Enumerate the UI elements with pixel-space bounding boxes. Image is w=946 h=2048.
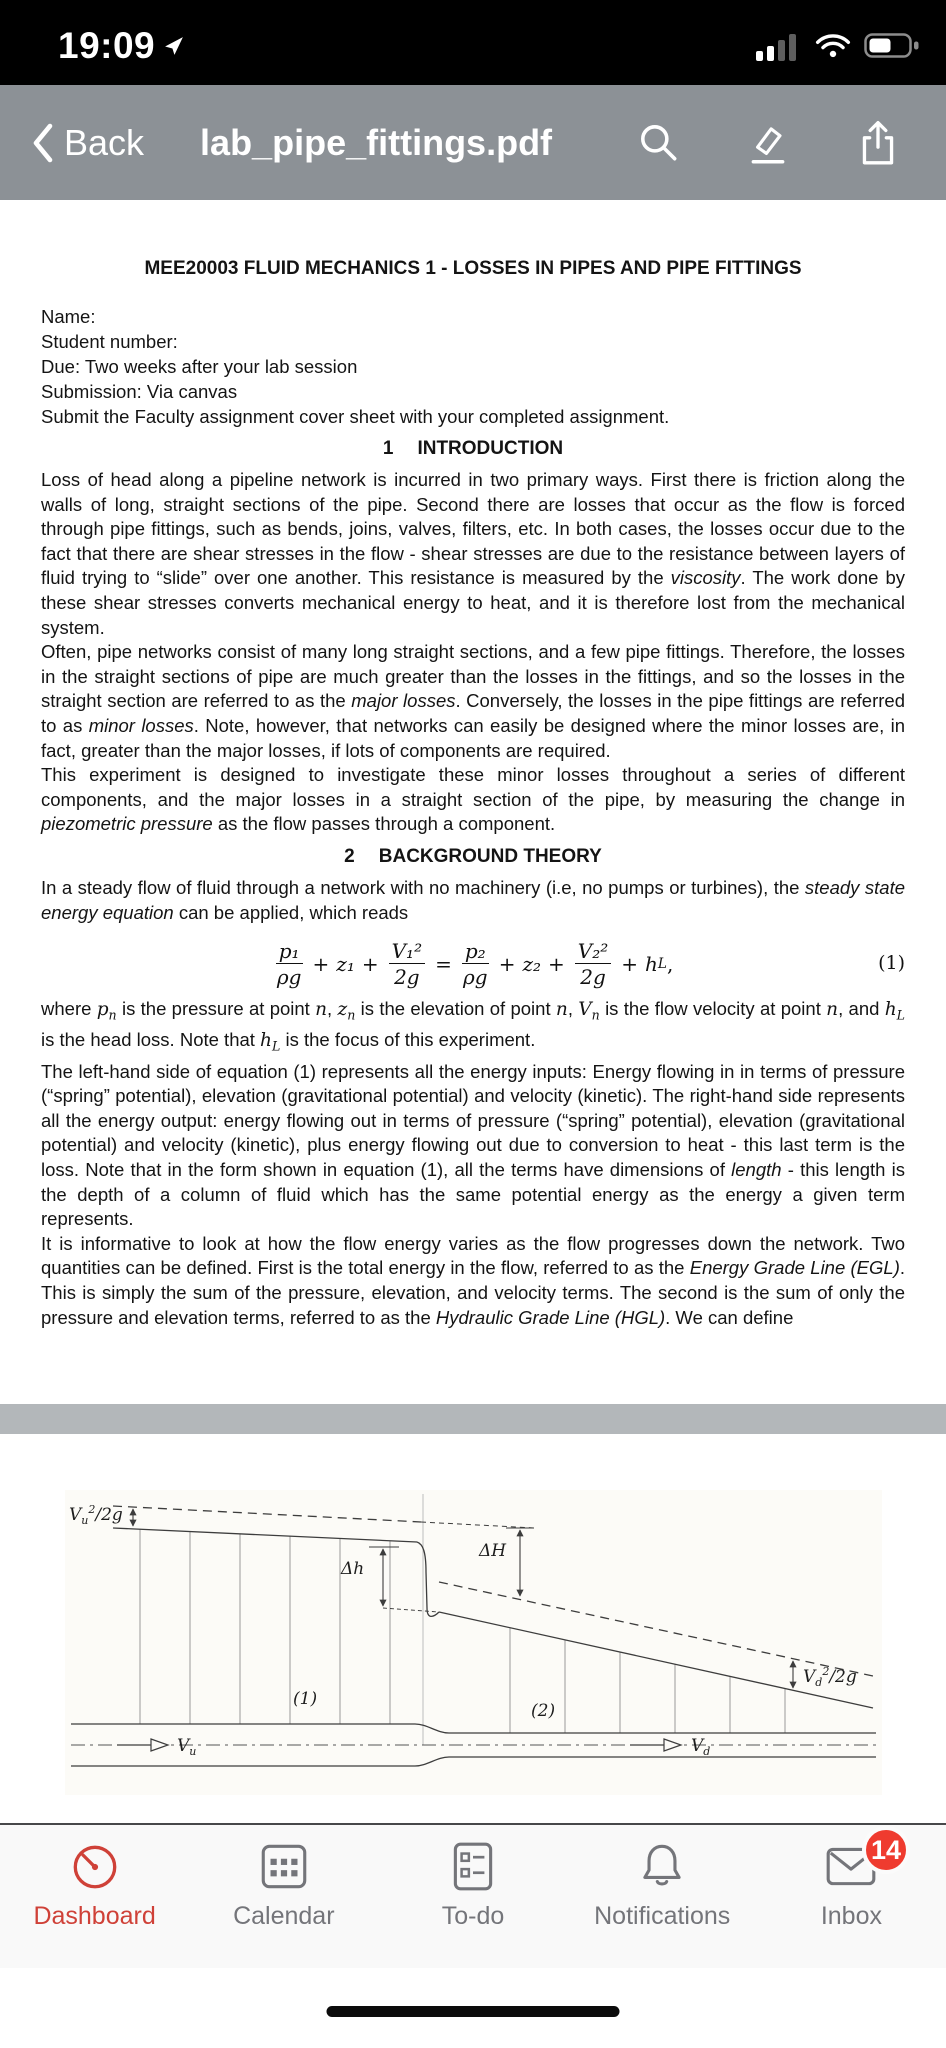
home-area: [0, 1968, 946, 2048]
tab-dashboard[interactable]: [0, 1825, 189, 1968]
section-heading-introduction: 1 INTRODUCTION: [382, 438, 564, 459]
back-button[interactable]: [30, 122, 144, 164]
paragraph: Loss of head along a pipeline network is incurred in two primary ways. First there is friction along the walls of long, straight sections of the pipe. Second there are losses that occur as the flow is forced through pipe fittings, such as bends, joins, valves, filters, etc. In both cases, the losses occur due to the fact that there are shear stresses in the flow - shear stresses are due to the resistance between layers of fluid trying to “slide” over one another. This resistance is measured by the viscosity. The work done by these shear stresses converts mechanical energy to heat, and it is therefore lost from the mechanical system.: [41, 469, 906, 638]
pdf-page-2: [0, 1434, 946, 1823]
clock: [58, 25, 184, 67]
pdf-doc-title: MEE20003 FLUID MECHANICS 1 - LOSSES IN PIPES AND PIPE FITTINGS: [144, 258, 802, 279]
tab-label: Calendar: [233, 1902, 335, 1930]
label-station-1: (1): [292, 1689, 317, 1709]
tab-label: Dashboard: [33, 1902, 156, 1930]
search-icon[interactable]: [636, 120, 682, 166]
wifi-icon: [815, 33, 851, 59]
page-separator: [0, 1404, 946, 1434]
figure-pipe-losses: [65, 1490, 882, 1795]
calendar-icon: [256, 1838, 312, 1894]
label-upstream-velocity: $V_u$: [176, 1736, 196, 1758]
cellular-signal-icon: [756, 31, 802, 61]
battery-icon: [864, 32, 922, 60]
meta-line: Submit the Faculty assignment cover sheet with your completed assignment.: [41, 406, 670, 427]
paragraph: where $p_n$ is the pressure at point n, $z_n$ is the elevation of point n, $V_n$ is the flow velocity at point n, and $h_L$ is the head loss. Note that $h_L$ is the focus of this experiment.: [41, 998, 905, 1055]
nav-actions: [636, 118, 916, 168]
pipe-energy-diagram: [65, 1490, 882, 1795]
status-bar: [0, 0, 946, 85]
tab-label: Notifications: [594, 1902, 731, 1930]
label-delta-H: ΔH: [478, 1541, 506, 1561]
tab-notifications[interactable]: [568, 1825, 757, 1968]
label-downstream-velocity-head: $V_d^2/2g$: [802, 1665, 857, 1689]
location-services-icon: [164, 36, 184, 56]
tab-inbox[interactable]: [757, 1825, 946, 1968]
piezometer-lines: [140, 1494, 785, 1745]
meta-line: Name:: [41, 306, 96, 327]
paragraph: In a steady flow of fluid through a network with no machinery (i.e, no pumps or turbines), the steady state energy equation can be applied, which reads: [41, 876, 905, 923]
tab-todo[interactable]: [378, 1825, 567, 1968]
paragraph: This experiment is designed to investigate these minor losses throughout a series of different components, and the major losses in a straight section of the pipe, by measuring the change in piezometric pressure as the flow passes through a component.: [41, 764, 905, 835]
paragraph: The left-hand side of equation (1) represents all the energy inputs: Energy flowing in in terms of pressure (“spring” potential), elevation (gravitational potential) and velocity (kinetic). The right-hand side represents all the energy output: energy flowing out in terms of pressure (“spring” potential), elevation (gravitational potential) and velocity (kinetic), plus energy flowing out due to conversion to heat - this last term is the loss. Note that in the form shown in equation (1), all the terms have dimensions of length - this length is the depth of a column of fluid which has the same potential energy as the energy a given term represents.: [41, 1060, 905, 1230]
paragraph: Often, pipe networks consist of many long straight sections, and a few pipe fittings. Therefore, the losses in the straight sections of pipe are much greater than the losses in the fittings, and so the losses in the straight section are referred to as the major losses. Conversely, the losses in the pipe fittings are referred to as minor losses. Note, however, that networks can easily be designed where the minor losses are, in fact, greater than the major losses, if lots of components are required.: [41, 641, 905, 761]
label-station-2: (2): [530, 1701, 555, 1721]
section-heading-background-theory: 2 BACKGROUND THEORY: [344, 845, 602, 867]
home-indicator[interactable]: [327, 2006, 620, 2017]
equation-tag: (1): [878, 952, 905, 975]
tab-label: To-do: [441, 1902, 505, 1930]
label-downstream-velocity: $V_d$: [690, 1736, 710, 1758]
meta-line: Due: Two weeks after your lab session: [41, 356, 358, 377]
meta-line: Student number:: [41, 331, 178, 352]
dashboard-gauge-icon: [67, 1838, 123, 1894]
paragraph: It is informative to look at how the flow energy varies as the flow progresses down the network. Two quantities can be defined. First is the total energy in the flow, referred to as the Energy Grade Line (EGL). This is simply the sum of the pressure, elevation, and velocity terms. The second is the sum of only the pressure and elevation terms, referred to as the Hydraulic Grade Line (HGL). We can define: [41, 1232, 905, 1328]
tab-label: Inbox: [820, 1902, 882, 1930]
clock-time: 19:09: [58, 24, 156, 66]
pdf-page-1: [0, 200, 946, 1404]
tab-calendar[interactable]: [189, 1825, 378, 1968]
share-icon[interactable]: [854, 118, 902, 168]
assignment-meta: [41, 304, 905, 429]
status-icons: [756, 31, 922, 61]
unread-count-badge: 14: [862, 1826, 910, 1874]
pdf-scroll-area[interactable]: [0, 200, 946, 1823]
pdf-nav-bar: [0, 85, 946, 200]
annotate-marker-icon[interactable]: [744, 119, 792, 167]
grade-lines: [113, 1506, 873, 1708]
chevron-left-icon: [30, 122, 56, 164]
energy-equation: $\frac{\text{p₁}}{\rho g}$ + z₁ + $\frac{\text{V₁²}}{2g}$ = $\frac{\text{p₂}}{\rho g}$ + z₂ + $\frac{\text{V₂²}}{2g}$ + h L , (1): [276, 939, 905, 990]
todo-clipboard-icon: [445, 1838, 501, 1894]
measurement-arrows: [133, 1509, 793, 1688]
label-delta-h-small: Δh: [340, 1559, 364, 1579]
bell-icon: [634, 1838, 690, 1894]
document-title: lab_pipe_fittings.pdf: [200, 121, 553, 163]
label-upstream-velocity-head: $V_u^2/2g$: [68, 1503, 123, 1527]
canvas-tab-bar: [0, 1823, 946, 1968]
back-label: Back: [64, 121, 145, 163]
meta-line: Submission: Via canvas: [41, 381, 238, 402]
